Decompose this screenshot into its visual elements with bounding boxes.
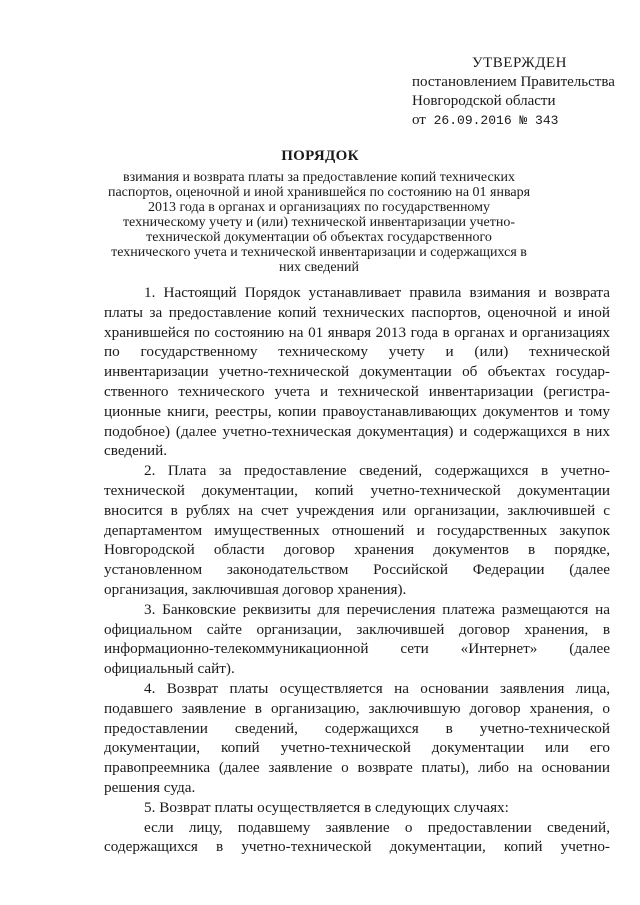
approval-block <box>412 54 622 130</box>
approval-date-line <box>412 111 622 130</box>
approval-line-2: Новгородской области <box>412 93 556 109</box>
approval-line-1: постановлением Правительства <box>412 74 615 90</box>
document-title: ПОРЯДОК <box>281 148 359 164</box>
paragraph-2: 2. Плата за предоставление сведений, содержащихся в учетно-технической документации, копий учетно-технической документации вносится в рублях на счет учреждения или организации, заключившей с департаментом имущественных отношений и государственных закупок Новгородской области договор хранения документов в порядке, установленном законодательством Российской Федерации (далее организация, заключившая договор хранения). <box>104 462 610 598</box>
approval-date-value: 26.09.2016 № 343 <box>433 113 559 128</box>
paragraph-3: 3. Банковские реквизиты для перечисления платежа размещаются на официальном сайте организации, заключившей договор хранения, в информационно-телекоммуникационной сети «Интернет» (далее официальный сайт). <box>104 600 610 678</box>
paragraph-5: 5. Возврат платы осуществляется в следующих случаях: <box>144 798 509 816</box>
paragraph-6: если лицу, подавшему заявление о предоставлении сведений, содержащихся в учетно-технической документации, копий учетно- <box>104 818 610 856</box>
approval-date-prefix: от <box>412 112 426 128</box>
paragraph-4: 4. Возврат платы осуществляется на основании заявления лица, подавшего заявление в организацию, заключившую договор хранения, о предоставлении сведений, содержащихся в учетно-технической документации, копий учетно-технической документации или его правопреемника (далее заявление о возврате платы), либо на основании решения суда. <box>104 679 610 796</box>
paragraph-1: 1. Настоящий Порядок устанавливает правила взимания и возврата платы за предоставление копий технических паспортов, оценочной и иной хранившейся по состоянию на 01 января 2013 года в органах и организациях по государственному техническому учету и (или) технической инвентаризации учетно-технической документации об объектах государ-ственного технического учета и технической инвентаризации (регистра-ционные книги, реестры, копии правоустанавливающих документов и тому подобное) (далее учетно-техническая документация) и содержащихся в них сведений. <box>104 284 610 460</box>
document-subtitle: взимания и возврата платы за предоставление копий технических паспортов, оценочной и иной хранившейся по состоянию на 01 января 2013 года в органах и организациях по государственному техническому учету и (или) технической инвентаризации учетно-технической документации об объектах государственного технического учета и технической инвентаризации и содержащихся в них сведений <box>107 170 531 275</box>
approval-heading: УТВЕРЖДЕН <box>472 55 567 71</box>
document-body <box>104 283 610 857</box>
